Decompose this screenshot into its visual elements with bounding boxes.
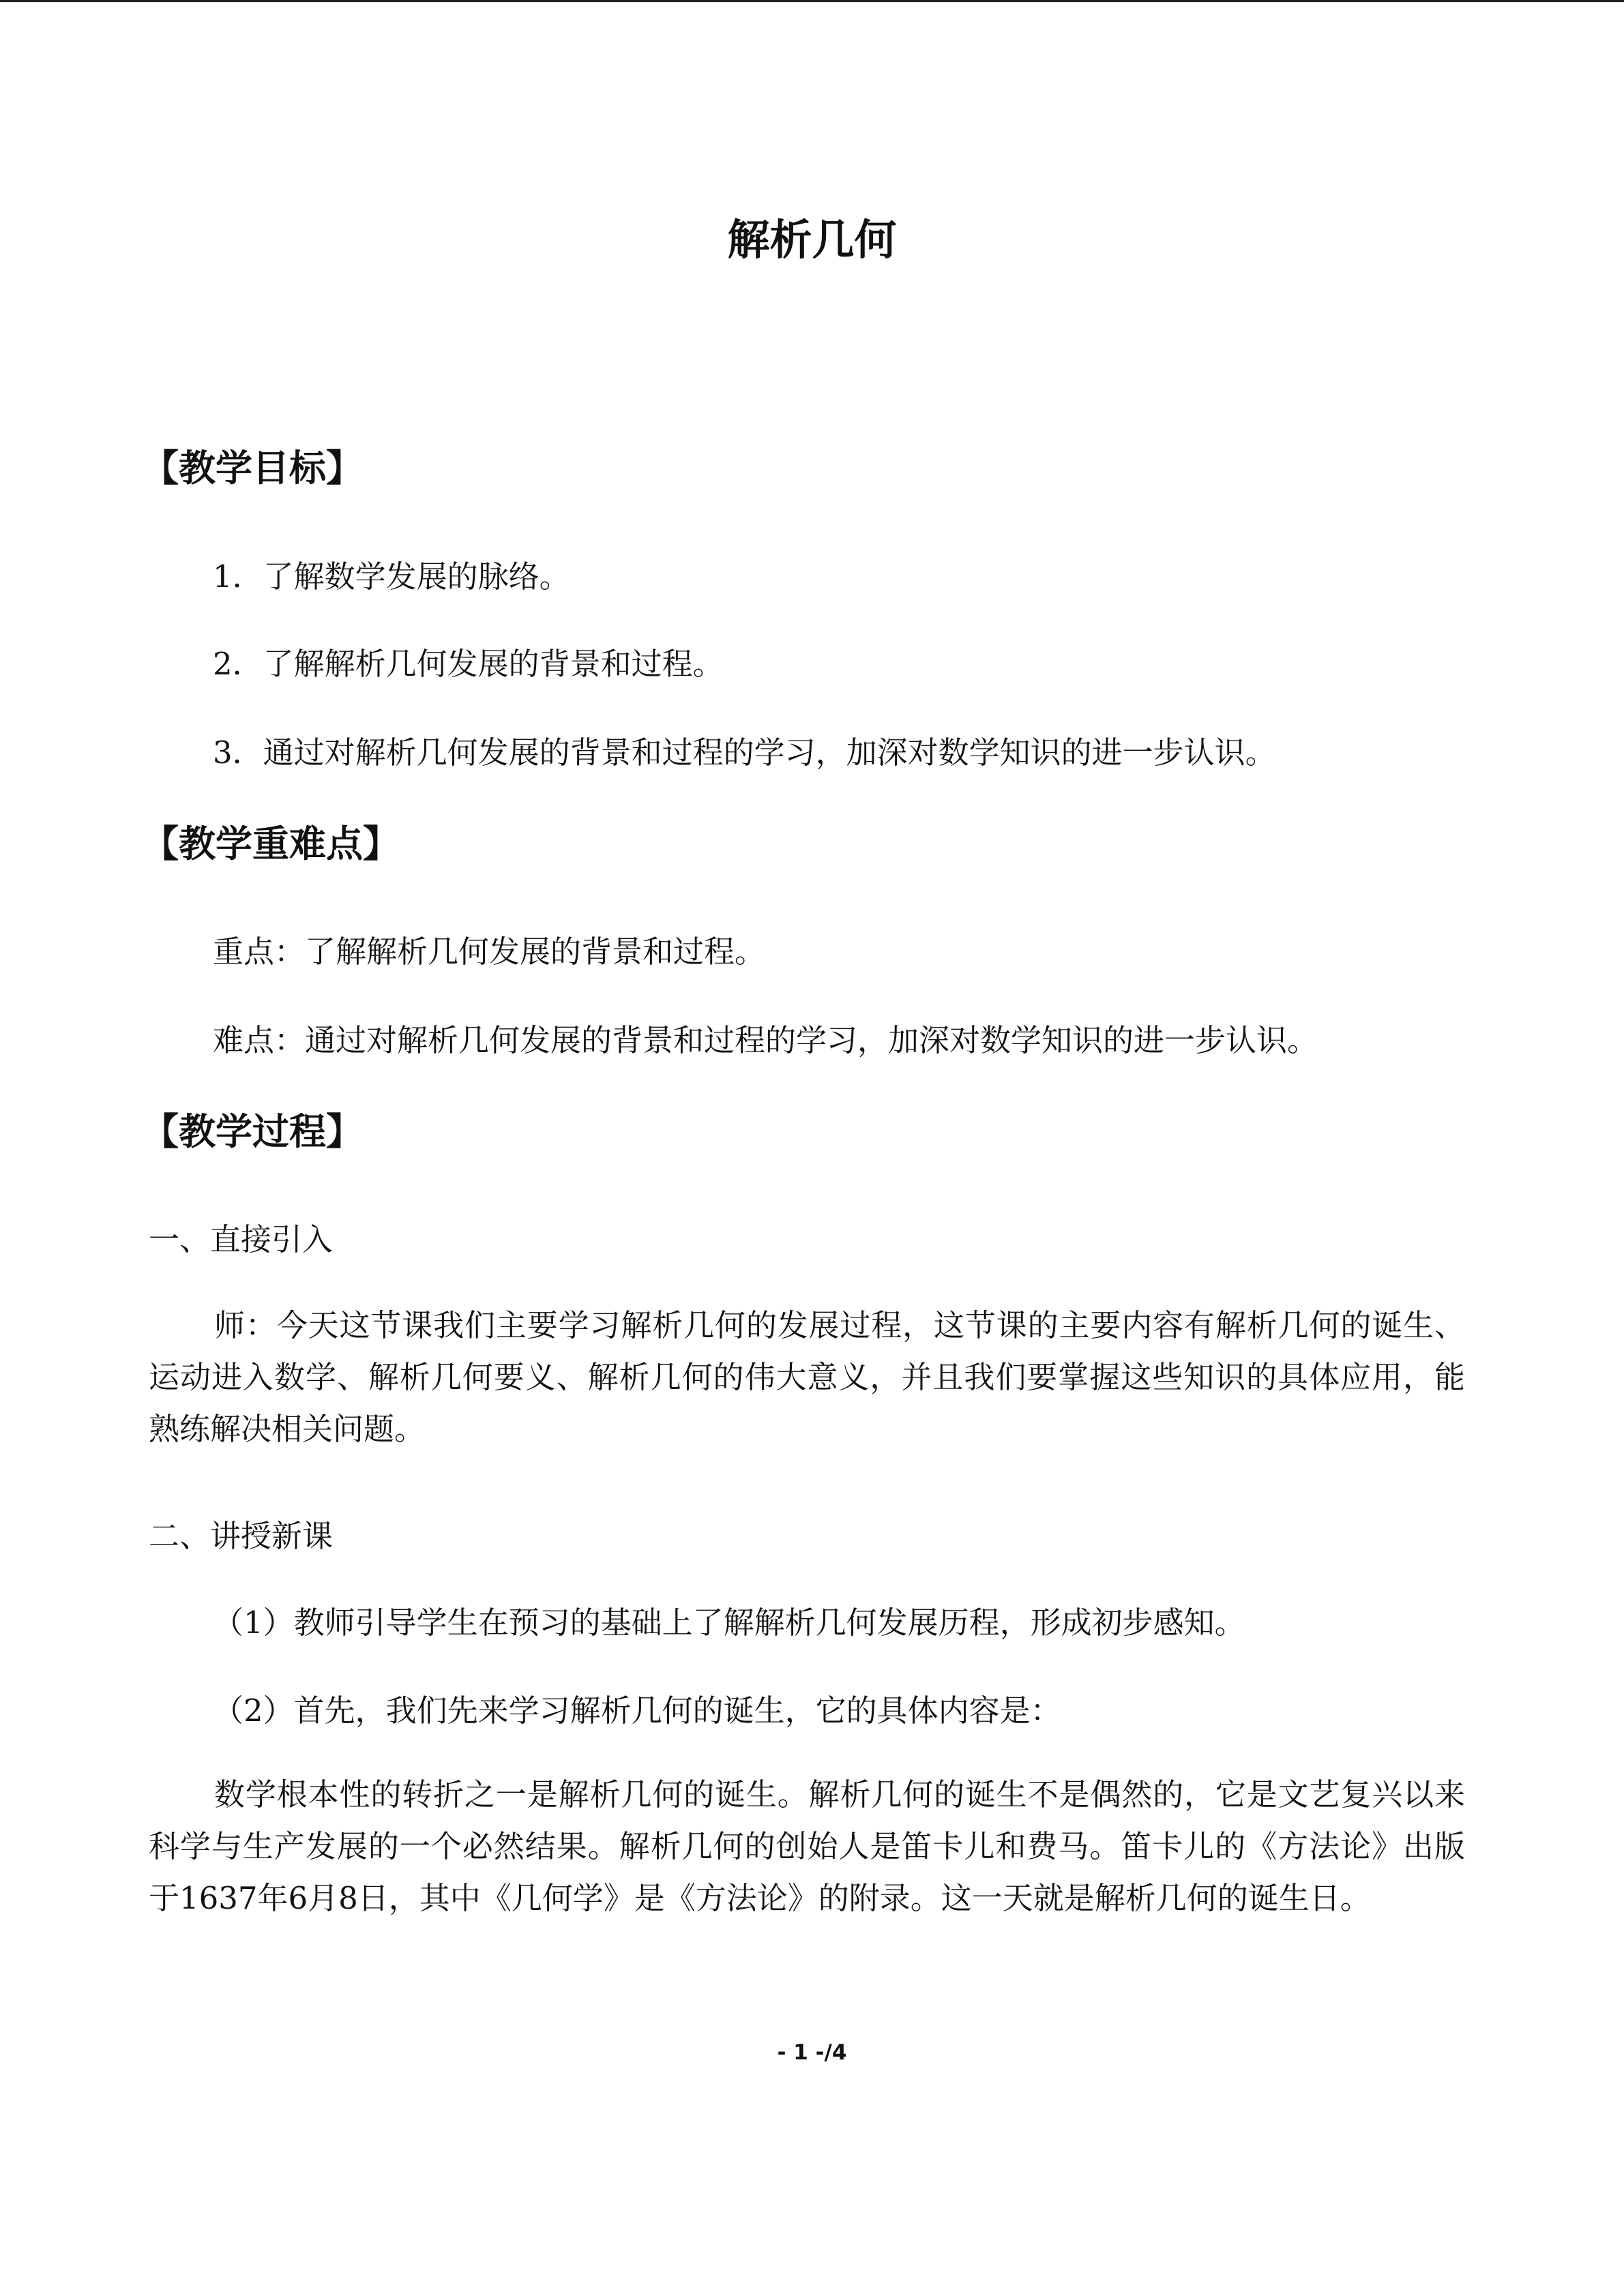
objective-item-3: 3．通过对解析几何发展的背景和过程的学习，加深对数学知识的进一步认识。 (213, 734, 1276, 771)
new-lesson-item-2: （2）首先，我们先来学习解析几何的诞生，它的具体内容是： (213, 1693, 1061, 1729)
objective-item-1: 1．了解数学发展的脉络。 (213, 558, 570, 595)
difficult-point-item: 难点：通过对解析几何发展的背景和过程的学习，加深对数学知识的进一步认识。 (213, 1022, 1318, 1058)
section-heading-objectives: 【教学目标】 (142, 447, 363, 490)
new-lesson-item-1: （1）教师引导学生在预习的基础上了解解析几何发展历程，形成初步感知。 (213, 1605, 1245, 1641)
subsection-title-new-lesson: 二、讲授新课 (149, 1518, 334, 1554)
objective-item-2: 2．了解解析几何发展的背景和过程。 (213, 646, 724, 682)
section-heading-process: 【教学过程】 (142, 1110, 363, 1153)
subsection-title-introduction: 一、直接引入 (149, 1221, 334, 1257)
page-number: - 1 -/4 (777, 2040, 847, 2065)
key-point-item: 重点：了解解析几何发展的背景和过程。 (213, 934, 766, 970)
introduction-paragraph: 师：今天这节课我们主要学习解析几何的发展过程，这节课的主要内容有解析几何的诞生、运动进入数学、解析几何要义、解析几何的伟大意义，并且我们要掌握这些知识的具体应用，能熟练解决相关问题。 (149, 1307, 1465, 1447)
top-border-line (0, 0, 1624, 2)
section-heading-key-points: 【教学重难点】 (142, 822, 400, 865)
document-title: 解析几何 (727, 215, 897, 265)
birth-of-analytic-geometry-paragraph: 数学根本性的转折之一是解析几何的诞生。解析几何的诞生不是偶然的，它是文艺复兴以来科学与生产发展的一个必然结果。解析几何的创始人是笛卡儿和费马。笛卡儿的《方法论》出版于1637年6月8日，其中《几何学》是《方法论》的附录。这一天就是解析几何的诞生日。 (149, 1776, 1465, 1916)
